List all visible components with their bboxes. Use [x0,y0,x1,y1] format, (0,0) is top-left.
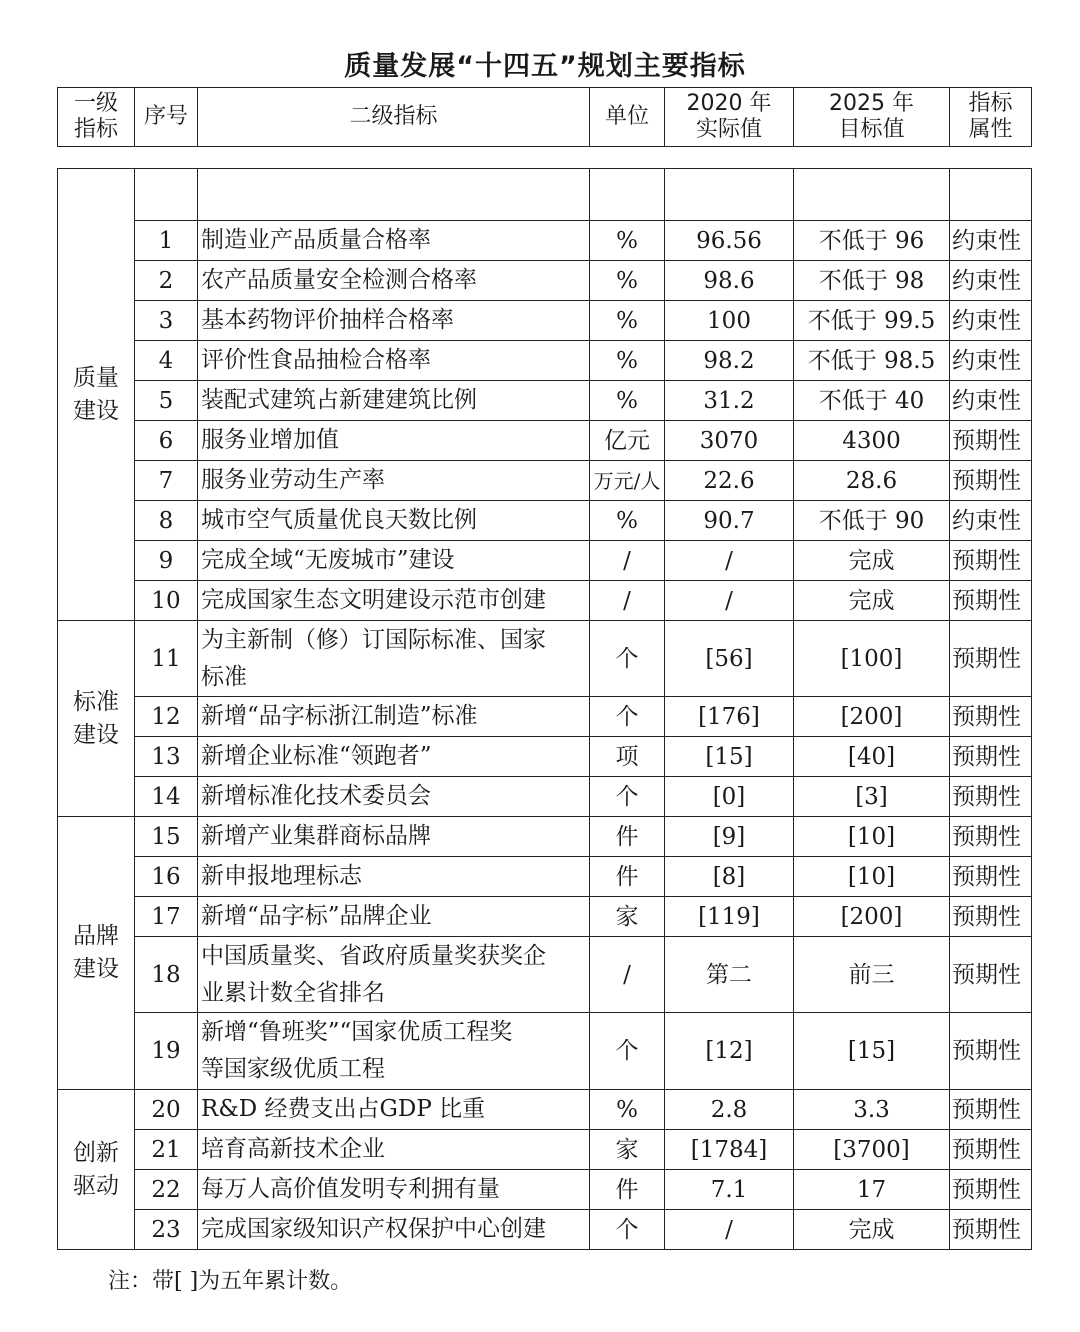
table-row [58,541,1032,581]
seq-cell: 1 [135,221,198,261]
attribute-cell: 预期性 [950,937,1032,1013]
header-seq: 序号 [135,88,198,147]
indicator-name: 农产品质量安全检测合格率 [198,261,590,301]
value-2020-cell: 98.2 [665,341,794,381]
table-row [58,697,1032,737]
value-2020-cell: 96.56 [665,221,794,261]
table-row [58,1090,1032,1130]
table-row [58,737,1032,777]
indicator-name: 基本药物评价抽样合格率 [198,301,590,341]
table-row [58,897,1032,937]
category-cell: 标准 建设 [58,621,135,817]
indicator-name: 每万人高价值发明专利拥有量 [198,1170,590,1210]
seq-cell: 9 [135,541,198,581]
indicator-name: 装配式建筑占新建建筑比例 [198,381,590,421]
empty-cell [665,169,794,221]
attribute-cell: 约束性 [950,501,1032,541]
seq-cell: 16 [135,857,198,897]
empty-cell [794,169,950,221]
unit-cell: 个 [590,1210,665,1250]
value-2025-cell: 3.3 [794,1090,950,1130]
value-2020-cell: [119] [665,897,794,937]
indicator-name: 服务业劳动生产率 [198,461,590,501]
value-2020-cell: [176] [665,697,794,737]
unit-cell: % [590,221,665,261]
seq-cell: 4 [135,341,198,381]
unit-cell: 个 [590,621,665,697]
table-row [58,1170,1032,1210]
empty-cell [198,169,590,221]
seq-cell: 14 [135,777,198,817]
unit-cell: 件 [590,1170,665,1210]
indicator-name: 中国质量奖、省政府质量奖获奖企 业累计数全省排名 [198,937,590,1013]
seq-cell: 11 [135,621,198,697]
empty-cell [950,169,1032,221]
unit-cell: 家 [590,1130,665,1170]
attribute-cell: 预期性 [950,461,1032,501]
unit-cell: % [590,261,665,301]
table-row [58,777,1032,817]
attribute-cell: 预期性 [950,541,1032,581]
value-2020-cell: [15] [665,737,794,777]
table-row [58,421,1032,461]
attribute-cell: 约束性 [950,341,1032,381]
value-2020-cell: 22.6 [665,461,794,501]
value-2020-cell: 90.7 [665,501,794,541]
table-row [58,301,1032,341]
value-2025-cell: 不低于 96 [794,221,950,261]
footnote: 注：带[ ]为五年累计数。 [108,1269,353,1294]
unit-cell: 个 [590,697,665,737]
value-2020-cell: 第二 [665,937,794,1013]
value-2020-cell: 7.1 [665,1170,794,1210]
indicator-name: 制造业产品质量合格率 [198,221,590,261]
value-2025-cell: [10] [794,817,950,857]
header-2025: 2025 年 目标值 [794,88,950,147]
category-cell: 品牌 建设 [58,817,135,1090]
unit-cell: % [590,501,665,541]
value-2020-cell: / [665,1210,794,1250]
unit-cell: 件 [590,817,665,857]
empty-cell [590,169,665,221]
value-2025-cell: [10] [794,857,950,897]
indicator-table [57,168,1032,1250]
value-2020-cell: 31.2 [665,381,794,421]
attribute-cell: 预期性 [950,817,1032,857]
unit-cell: 项 [590,737,665,777]
seq-cell: 22 [135,1170,198,1210]
unit-cell: 亿元 [590,421,665,461]
seq-cell: 8 [135,501,198,541]
indicator-name: 新增“品字标”品牌企业 [198,897,590,937]
value-2020-cell: [56] [665,621,794,697]
unit-cell: % [590,301,665,341]
value-2020-cell: 3070 [665,421,794,461]
attribute-cell: 约束性 [950,261,1032,301]
seq-cell: 19 [135,1013,198,1090]
indicator-name: 完成国家级知识产权保护中心创建 [198,1210,590,1250]
value-2025-cell: [15] [794,1013,950,1090]
table-row [58,581,1032,621]
attribute-cell: 约束性 [950,301,1032,341]
attribute-cell: 约束性 [950,381,1032,421]
indicator-name: 为主新制（修）订国际标准、国家 标准 [198,621,590,697]
attribute-cell: 预期性 [950,1090,1032,1130]
seq-cell: 20 [135,1090,198,1130]
attribute-cell: 预期性 [950,581,1032,621]
attribute-cell: 预期性 [950,857,1032,897]
header-unit: 单位 [590,88,665,147]
indicator-name: 培育高新技术企业 [198,1130,590,1170]
value-2025-cell: 17 [794,1170,950,1210]
indicator-name: 评价性食品抽检合格率 [198,341,590,381]
category-cell: 创新 驱动 [58,1090,135,1250]
header-table [57,87,1032,147]
table-row [58,937,1032,1013]
unit-cell: / [590,937,665,1013]
unit-cell: 个 [590,1013,665,1090]
seq-cell: 13 [135,737,198,777]
attribute-cell: 预期性 [950,1210,1032,1250]
unit-cell: % [590,1090,665,1130]
value-2020-cell: [12] [665,1013,794,1090]
indicator-name: 新增标准化技术委员会 [198,777,590,817]
indicator-name: 服务业增加值 [198,421,590,461]
table-row [58,1210,1032,1250]
unit-cell: % [590,341,665,381]
attribute-cell: 预期性 [950,1013,1032,1090]
seq-cell: 17 [135,897,198,937]
table-row [58,261,1032,301]
value-2020-cell: [0] [665,777,794,817]
value-2025-cell: [100] [794,621,950,697]
seq-cell: 7 [135,461,198,501]
page-title: 质量发展“十四五”规划主要指标 [344,51,746,82]
seq-cell: 2 [135,261,198,301]
seq-cell: 23 [135,1210,198,1250]
unit-cell: / [590,541,665,581]
value-2020-cell: / [665,541,794,581]
header-attr: 指标 属性 [950,88,1032,147]
seq-cell: 10 [135,581,198,621]
unit-cell: 万元/人 [590,461,665,501]
unit-cell: % [590,381,665,421]
value-2025-cell: [200] [794,697,950,737]
unit-cell: 件 [590,857,665,897]
table-row [58,221,1032,261]
value-2025-cell: [40] [794,737,950,777]
value-2025-cell: 不低于 98 [794,261,950,301]
header-level2: 二级指标 [198,88,590,147]
seq-cell: 21 [135,1130,198,1170]
attribute-cell: 约束性 [950,221,1032,261]
empty-cell [135,169,198,221]
table-row [58,341,1032,381]
seq-cell: 18 [135,937,198,1013]
unit-cell: / [590,581,665,621]
value-2025-cell: 完成 [794,1210,950,1250]
value-2025-cell: [3700] [794,1130,950,1170]
value-2025-cell: 不低于 99.5 [794,301,950,341]
value-2020-cell: [1784] [665,1130,794,1170]
table-row [58,381,1032,421]
table-row [58,621,1032,697]
indicator-name: 完成全域“无废城市”建设 [198,541,590,581]
value-2025-cell: 完成 [794,581,950,621]
indicator-name: 新申报地理标志 [198,857,590,897]
attribute-cell: 预期性 [950,897,1032,937]
value-2025-cell: 完成 [794,541,950,581]
table-row [58,1013,1032,1090]
value-2025-cell: 不低于 90 [794,501,950,541]
attribute-cell: 预期性 [950,1170,1032,1210]
attribute-cell: 预期性 [950,777,1032,817]
table-row [58,461,1032,501]
attribute-cell: 预期性 [950,737,1032,777]
table-row [58,857,1032,897]
indicator-name: 城市空气质量优良天数比例 [198,501,590,541]
seq-cell: 6 [135,421,198,461]
value-2025-cell: 前三 [794,937,950,1013]
attribute-cell: 预期性 [950,421,1032,461]
header-2020: 2020 年 实际值 [665,88,794,147]
indicator-name: 新增企业标准“领跑者” [198,737,590,777]
attribute-cell: 预期性 [950,621,1032,697]
indicator-name: 完成国家生态文明建设示范市创建 [198,581,590,621]
indicator-name: 新增“鲁班奖”“国家优质工程奖 等国家级优质工程 [198,1013,590,1090]
value-2020-cell: 98.6 [665,261,794,301]
value-2025-cell: 不低于 40 [794,381,950,421]
seq-cell: 5 [135,381,198,421]
value-2020-cell: 2.8 [665,1090,794,1130]
value-2025-cell: [3] [794,777,950,817]
seq-cell: 3 [135,301,198,341]
unit-cell: 家 [590,897,665,937]
value-2020-cell: / [665,581,794,621]
indicator-name: 新增“品字标浙江制造”标准 [198,697,590,737]
value-2025-cell: 不低于 98.5 [794,341,950,381]
value-2025-cell: [200] [794,897,950,937]
value-2020-cell: [8] [665,857,794,897]
seq-cell: 12 [135,697,198,737]
indicator-name: R&D 经费支出占GDP 比重 [198,1090,590,1130]
seq-cell: 15 [135,817,198,857]
table-row [58,817,1032,857]
value-2025-cell: 4300 [794,421,950,461]
value-2020-cell: 100 [665,301,794,341]
attribute-cell: 预期性 [950,697,1032,737]
header-level1: 一级 指标 [58,88,135,147]
value-2025-cell: 28.6 [794,461,950,501]
table-row [58,501,1032,541]
attribute-cell: 预期性 [950,1130,1032,1170]
value-2020-cell: [9] [665,817,794,857]
indicator-name: 新增产业集群商标品牌 [198,817,590,857]
table-row [58,1130,1032,1170]
spacer-row [58,169,1032,221]
category-cell: 质量 建设 [58,169,135,621]
unit-cell: 个 [590,777,665,817]
